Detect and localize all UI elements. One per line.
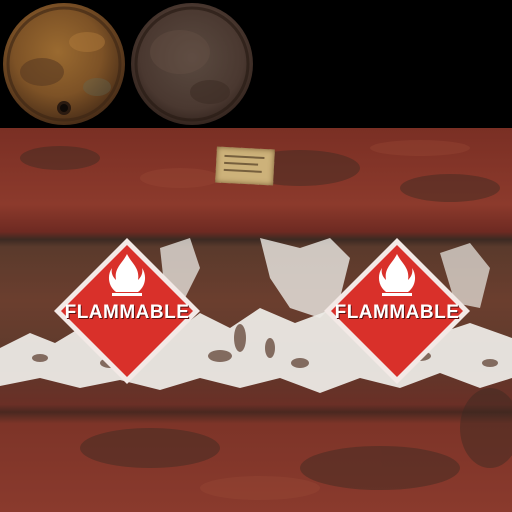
faded-label-sticker <box>215 147 275 186</box>
flammable-hazard-diamond <box>322 236 472 386</box>
hazard-label: FLAMMABLE <box>334 302 460 323</box>
hazard-label: FLAMMABLE <box>64 302 190 323</box>
drum-lid-dark <box>130 2 254 126</box>
flame-icon <box>372 250 422 300</box>
flame-icon <box>102 250 152 300</box>
drum-lid-rusty <box>2 2 126 126</box>
flammable-hazard-diamond <box>52 236 202 386</box>
